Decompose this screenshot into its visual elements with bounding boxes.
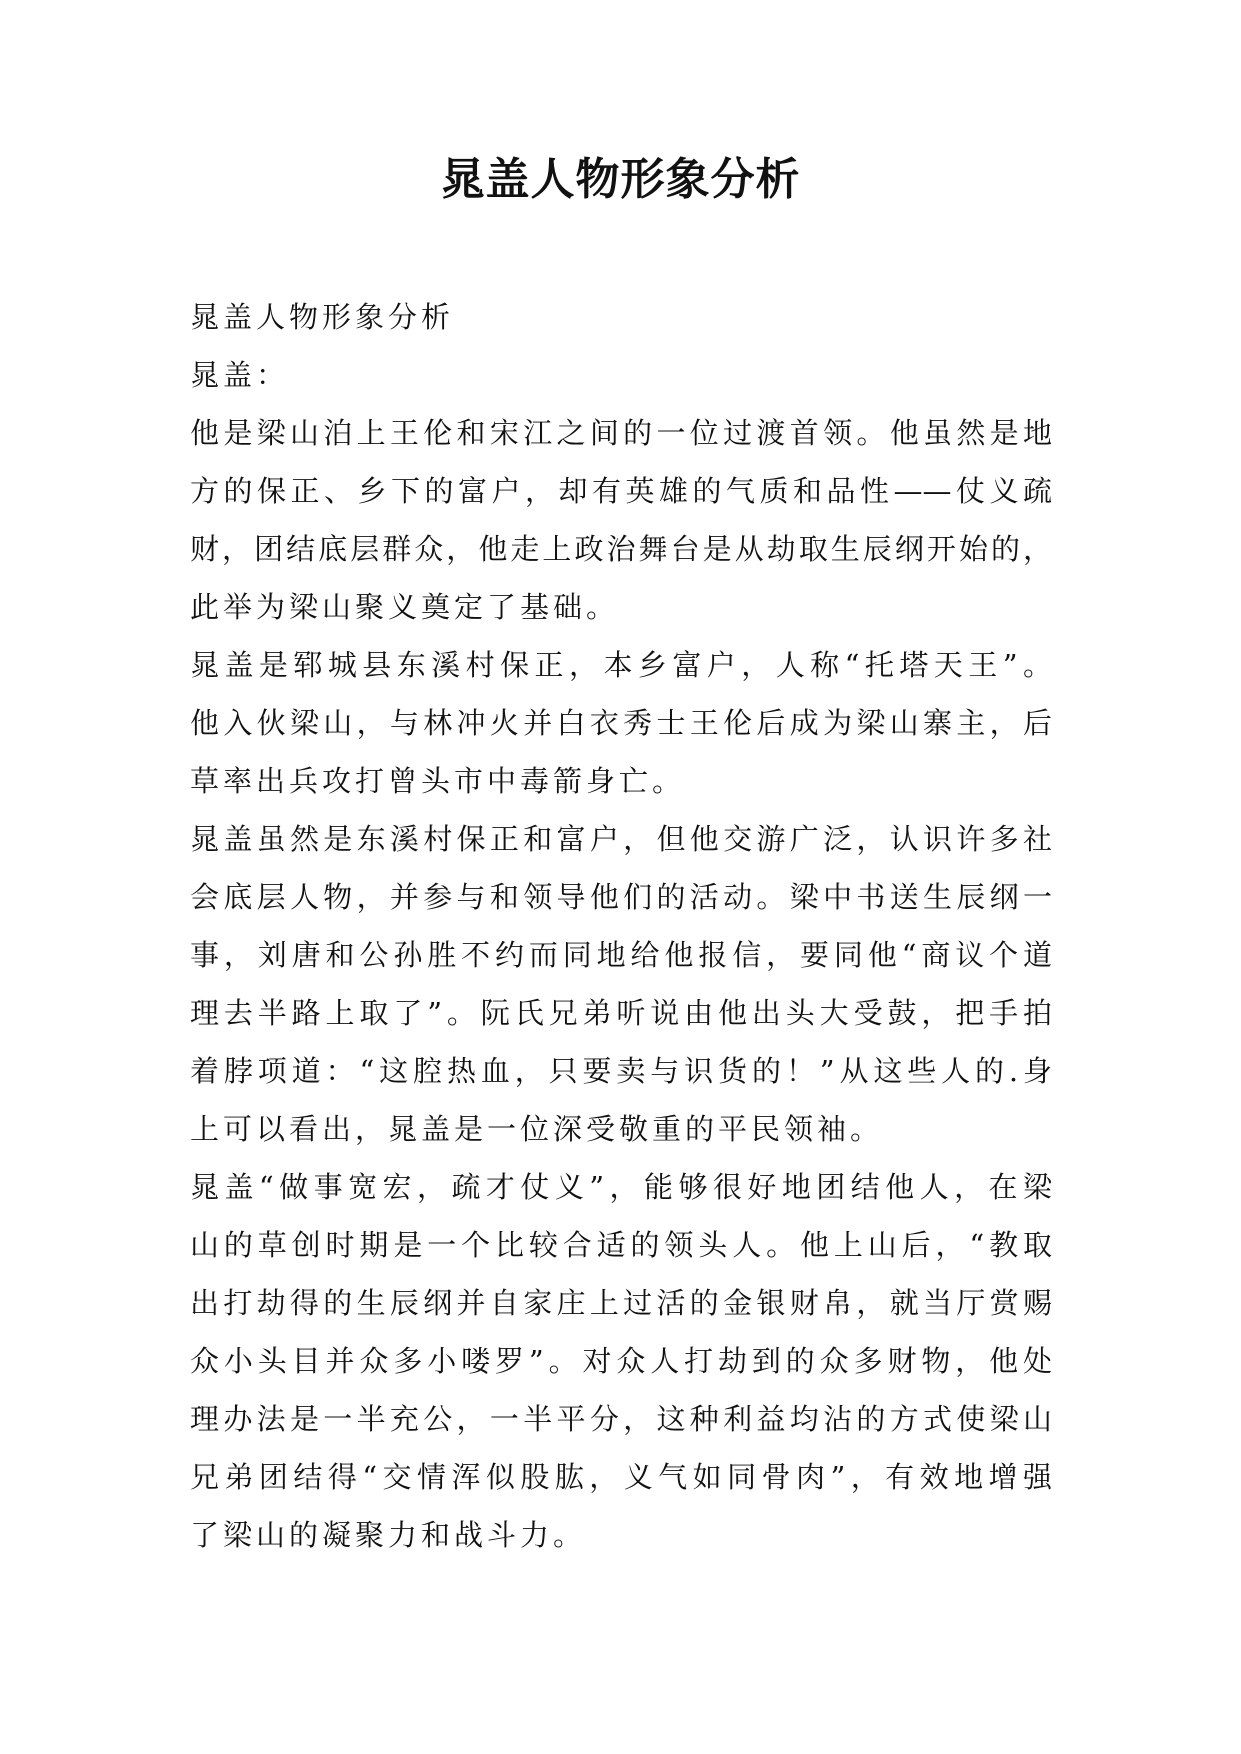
paragraph-line: 山的草创时期是一个比较合适的领头人。他上山后，“教取: [190, 1228, 1052, 1262]
paragraph-line: 理办法是一半充公，一半平分，这种利益均沾的方式使梁山: [190, 1402, 1052, 1436]
paragraph-line: 方的保正、乡下的富户，却有英雄的气质和品性——仗义疏: [190, 474, 1052, 508]
paragraph-line: 会底层人物，并参与和领导他们的活动。梁中书送生辰纲一: [190, 880, 1052, 914]
section-label-line: 晁盖：: [190, 358, 290, 392]
paragraph-line: 财，团结底层群众，他走上政治舞台是从劫取生辰纲开始的，: [190, 532, 1052, 566]
paragraph-line: 晁盖“做事宽宏，疏才仗义”，能够很好地团结他人，在梁: [190, 1170, 1052, 1204]
document-body: [190, 288, 1052, 1564]
subtitle-line: 晁盖人物形象分析: [190, 300, 455, 334]
paragraph-line: 兄弟团结得“交情浑似股肱，义气如同骨肉”，有效地增强: [190, 1460, 1052, 1494]
paragraph-line: 出打劫得的生辰纲并自家庄上过活的金银财帛，就当厅赏赐: [190, 1286, 1052, 1320]
paragraph-line: 他入伙梁山，与林冲火并白衣秀士王伦后成为梁山寨主，后: [190, 706, 1052, 740]
paragraph-line: 草率出兵攻打曾头市中毒箭身亡。: [190, 764, 686, 798]
paragraph-line: 了梁山的凝聚力和战斗力。: [190, 1518, 587, 1552]
paragraph-line: 此举为梁山聚义奠定了基础。: [190, 590, 620, 624]
paragraph-line: 众小头目并众多小喽罗”。对众人打劫到的众多财物，他处: [190, 1344, 1052, 1378]
paragraph-line: 他是梁山泊上王伦和宋江之间的一位过渡首领。他虽然是地: [190, 416, 1052, 450]
paragraph-line: 理去半路上取了”。阮氏兄弟听说由他出头大受鼓，把手拍: [190, 996, 1052, 1030]
paragraph-line: 上可以看出，晁盖是一位深受敬重的平民领袖。: [190, 1112, 884, 1146]
paragraph-line: 事，刘唐和公孙胜不约而同地给他报信，要同他“商议个道: [190, 938, 1052, 972]
paragraph-line: 晁盖虽然是东溪村保正和富户，但他交游广泛，认识许多社: [190, 822, 1052, 856]
paragraph-line: 着脖项道：“这腔热血，只要卖与识货的！”从这些人的.身: [190, 1054, 1052, 1088]
page-title: 晁盖人物形象分析: [440, 154, 801, 205]
paragraph-line: 晁盖是郓城县东溪村保正，本乡富户，人称“托塔天王”。: [190, 648, 1052, 682]
